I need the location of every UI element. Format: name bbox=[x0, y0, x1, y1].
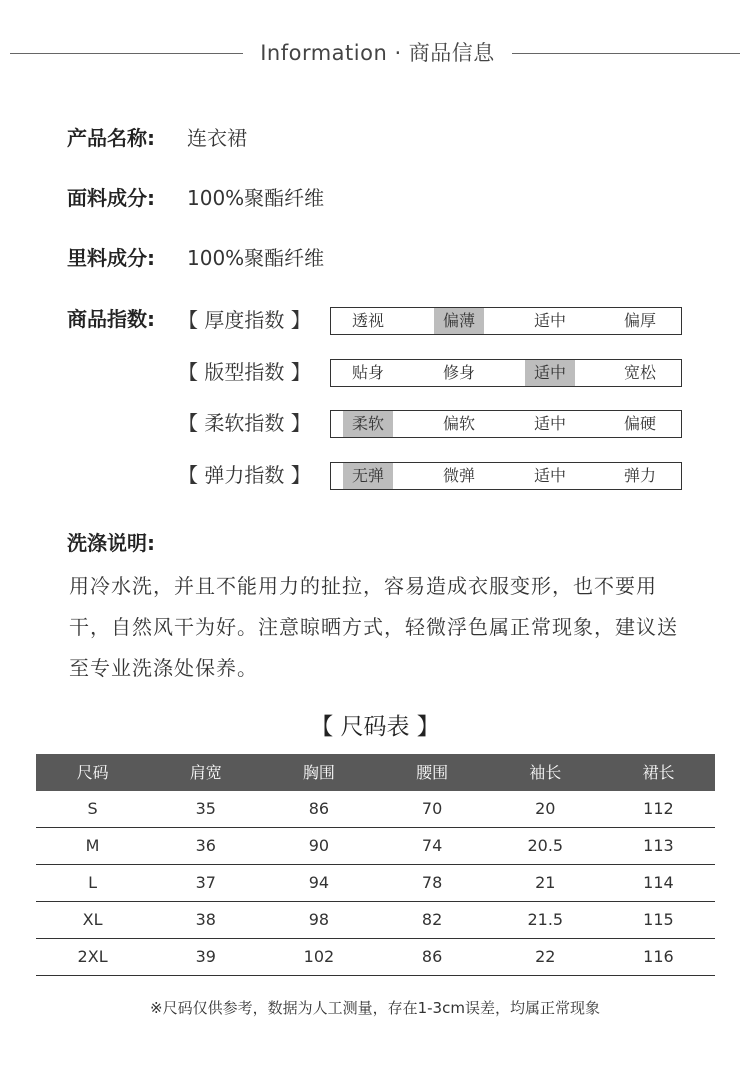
table-cell: 114 bbox=[643, 873, 674, 892]
table-cell: XL bbox=[82, 910, 103, 929]
index-label: 【 弹力指数 】 bbox=[178, 463, 311, 487]
table-cell: 86 bbox=[308, 799, 330, 818]
index-scale bbox=[330, 410, 682, 438]
index-option: 贴身 bbox=[351, 363, 384, 382]
table-cell: 94 bbox=[308, 873, 330, 892]
info-value: 连衣裙 bbox=[187, 126, 247, 150]
header-divider-right bbox=[512, 53, 740, 54]
table-cell: 21.5 bbox=[527, 910, 564, 929]
info-row-lining bbox=[67, 243, 324, 273]
table-cell: S bbox=[87, 799, 98, 818]
size-table-header bbox=[36, 754, 715, 791]
table-cell: 21 bbox=[535, 873, 556, 892]
table-cell: 70 bbox=[421, 799, 443, 818]
wash-line: 干，自然风干为好。注意晾晒方式，轻微浮色属正常现象，建议送 bbox=[69, 615, 678, 639]
header-divider-left bbox=[10, 53, 243, 54]
table-cell: 22 bbox=[535, 947, 556, 966]
wash-title: 洗涤说明: bbox=[67, 531, 155, 555]
index-option: 弹力 bbox=[623, 466, 656, 485]
table-header-cell: 胸围 bbox=[302, 763, 335, 782]
index-option: 适中 bbox=[533, 466, 566, 485]
index-option: 偏软 bbox=[442, 414, 475, 433]
index-option: 宽松 bbox=[623, 363, 656, 382]
table-cell: 20.5 bbox=[527, 836, 564, 855]
size-table bbox=[36, 754, 715, 976]
info-row-fabric bbox=[67, 183, 324, 213]
index-option: 微弹 bbox=[442, 466, 475, 485]
table-cell: 112 bbox=[643, 799, 674, 818]
index-option-selected: 偏薄 bbox=[434, 308, 484, 334]
index-label: 【 柔软指数 】 bbox=[178, 411, 311, 435]
index-option-selected: 无弹 bbox=[343, 463, 393, 489]
table-cell: 98 bbox=[308, 910, 330, 929]
index-option: 修身 bbox=[442, 363, 475, 382]
table-cell: 37 bbox=[195, 873, 216, 892]
info-value: 100%聚酯纤维 bbox=[187, 186, 325, 210]
index-scale bbox=[330, 307, 682, 335]
table-cell: 20 bbox=[535, 799, 556, 818]
wash-line: 用冷水洗，并且不能用力的扯拉，容易造成衣服变形，也不要用 bbox=[69, 574, 657, 598]
table-cell: 78 bbox=[421, 873, 443, 892]
wash-text bbox=[69, 566, 689, 689]
table-cell: 38 bbox=[195, 910, 216, 929]
table-cell: 82 bbox=[421, 910, 443, 929]
table-cell: 35 bbox=[195, 799, 216, 818]
index-option: 适中 bbox=[533, 414, 566, 433]
indices-title: 商品指数: bbox=[67, 307, 155, 331]
table-cell: L bbox=[88, 873, 98, 892]
index-option: 透视 bbox=[351, 311, 384, 330]
table-header-cell: 尺码 bbox=[76, 763, 109, 782]
table-cell: 39 bbox=[195, 947, 216, 966]
table-header-cell: 肩宽 bbox=[189, 763, 222, 782]
table-cell: 102 bbox=[303, 947, 335, 966]
info-key: 里料成分: bbox=[67, 246, 155, 270]
table-row bbox=[36, 939, 715, 976]
table-header-cell: 袖长 bbox=[529, 763, 562, 782]
table-header-cell: 腰围 bbox=[416, 763, 449, 782]
wash-line: 至专业洗涤处保养。 bbox=[69, 656, 258, 680]
table-cell: 2XL bbox=[77, 947, 108, 966]
table-cell: 36 bbox=[195, 836, 216, 855]
table-row bbox=[36, 791, 715, 828]
table-cell: 74 bbox=[421, 836, 443, 855]
table-cell: 90 bbox=[308, 836, 330, 855]
table-cell: 86 bbox=[421, 947, 443, 966]
section-header bbox=[0, 38, 750, 68]
table-header-cell: 裙长 bbox=[642, 763, 675, 782]
table-cell: 115 bbox=[643, 910, 674, 929]
index-label: 【 厚度指数 】 bbox=[178, 308, 311, 332]
info-row-product-name bbox=[67, 123, 247, 153]
table-cell: M bbox=[85, 836, 100, 855]
table-cell: 116 bbox=[643, 947, 674, 966]
index-option: 适中 bbox=[533, 311, 566, 330]
index-option-selected: 柔软 bbox=[343, 411, 393, 437]
index-label: 【 版型指数 】 bbox=[178, 360, 311, 384]
index-option: 偏厚 bbox=[623, 311, 656, 330]
index-option-selected: 适中 bbox=[525, 360, 575, 386]
size-note: ※尺码仅供参考，数据为人工测量，存在1-3cm误差，均属正常现象 bbox=[150, 999, 600, 1017]
table-cell: 113 bbox=[643, 836, 674, 855]
index-option: 偏硬 bbox=[623, 414, 656, 433]
table-row bbox=[36, 902, 715, 939]
info-key: 面料成分: bbox=[67, 186, 155, 210]
size-table-title: 【 尺码表 】 bbox=[310, 714, 440, 740]
table-row bbox=[36, 865, 715, 902]
header-title: Information · 商品信息 bbox=[260, 41, 495, 65]
info-key: 产品名称: bbox=[67, 126, 155, 150]
table-row bbox=[36, 828, 715, 865]
index-scale bbox=[330, 359, 682, 387]
index-scale bbox=[330, 462, 682, 490]
info-value: 100%聚酯纤维 bbox=[187, 246, 325, 270]
